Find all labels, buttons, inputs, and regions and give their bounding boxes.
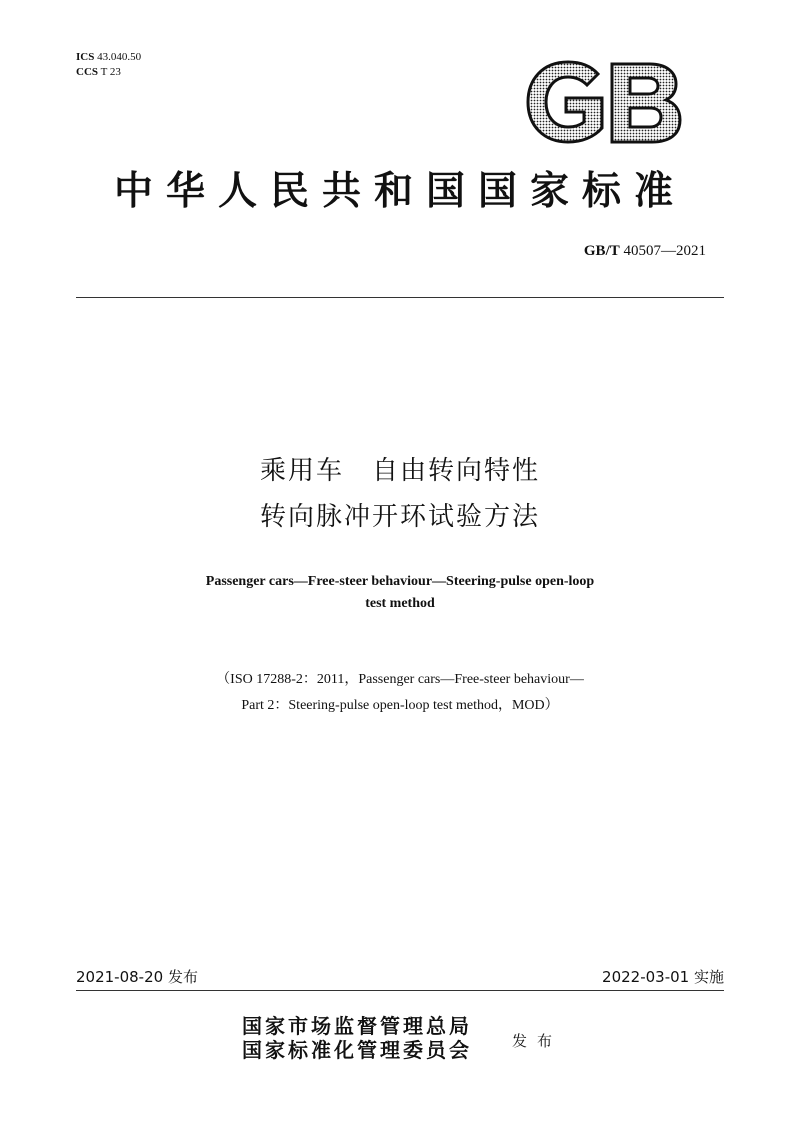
divider-top xyxy=(76,297,724,298)
standard-number-value: 40507—2021 xyxy=(623,243,706,259)
issue-date: 2021-08-20 发布 xyxy=(76,968,198,986)
divider-bottom xyxy=(76,990,724,991)
iso-reference xyxy=(80,667,720,719)
ccs-label: CCS xyxy=(76,66,99,78)
issuer-sac: 国家标准化管理委员会 xyxy=(242,1038,472,1062)
title-chinese xyxy=(0,448,800,540)
standard-number-prefix: GB/T xyxy=(583,243,620,259)
issuer-samr: 国家市场监督管理总局 xyxy=(242,1014,472,1038)
iso-reference-line2: Part 2：Steering-pulse open-loop test method，MOD） xyxy=(241,698,559,713)
ics-code xyxy=(76,50,141,65)
issue-action: 发布 xyxy=(512,1032,563,1050)
classification-codes xyxy=(76,50,141,80)
title-english xyxy=(100,571,700,615)
title-english-line1: Passenger cars—Free-steer behaviour—Steering-pulse open-loop xyxy=(205,574,595,589)
ccs-code xyxy=(76,65,141,80)
title-chinese-line2: 转向脉冲开环试验方法 xyxy=(259,502,540,532)
issuing-authorities xyxy=(242,1014,472,1062)
title-chinese-line1: 乘用车 自由转向特性 xyxy=(259,456,540,486)
ics-label: ICS xyxy=(76,51,95,63)
ccs-value: T 23 xyxy=(100,66,121,78)
standard-name: 中华人民共和国国家标准 xyxy=(113,169,686,214)
standard-number xyxy=(584,243,706,260)
ics-value: 43.040.50 xyxy=(97,51,142,63)
iso-reference-line1: （ISO 17288-2：2011，Passenger cars—Free-steer behaviour— xyxy=(216,672,584,687)
title-english-line2: test method xyxy=(365,596,435,611)
implementation-date: 2022-03-01 实施 xyxy=(602,968,724,986)
gb-logo-icon xyxy=(524,60,684,145)
